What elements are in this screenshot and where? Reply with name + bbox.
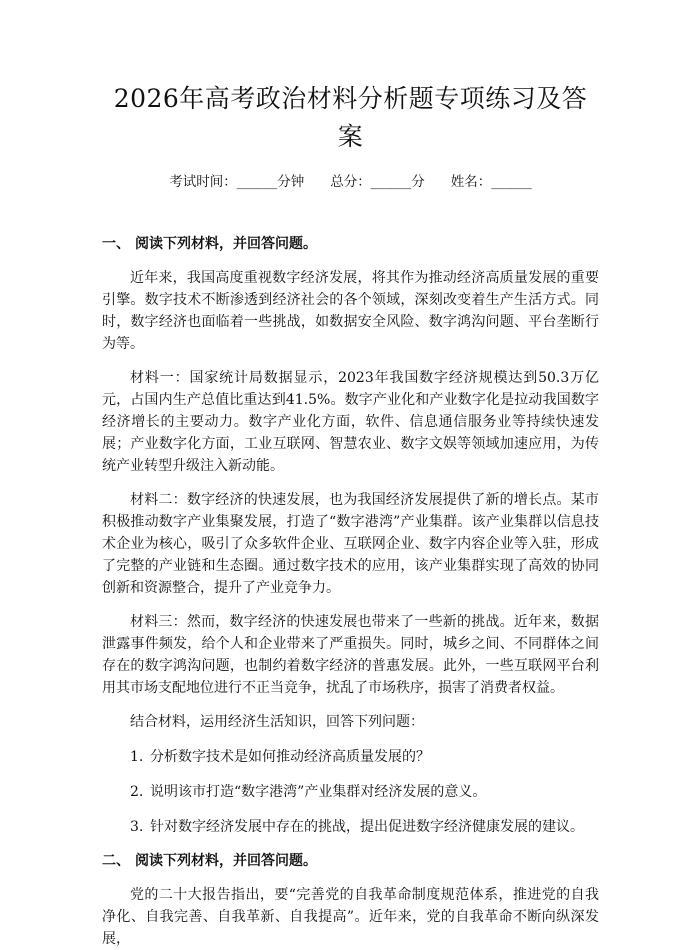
- material-2-paragraph: 材料二：数字经济的快速发展，也为我国经济发展提供了新的增长点。某市积极推动数字产业集聚发展，打造了“数字港湾”产业集群。该产业集群以信息技术企业为核心，吸引了众多软件企业、互联网企业、数字内容企业等入驻，形成了完整的产业链和生态圈。通过数字技术的应用，该产业集群实现了高效的协同创新和资源整合，提升了产业竞争力。: [102, 492, 599, 596]
- section-2-title: 阅读下列材料，并回答问题。: [135, 853, 317, 869]
- section-2-number: 二、: [102, 853, 130, 869]
- intro-paragraph: 近年来，我国高度重视数字经济发展，将其作为推动经济高质量发展的重要引擎。数字技术不断渗透到经济社会的各个领域，深刻改变着生产生活方式。同时，数字经济也面临着一些挑战，如数据安全风险、数字鸿沟问题、平台垄断行为等。: [102, 270, 599, 352]
- question-item: [102, 746, 599, 768]
- section-2-paragraph: 党的二十大报告指出，要“完善党的自我革命制度规范体系，推进党的自我净化、自我完善、自我革新、自我提高”。近年来，党的自我革命不断向纵深发展，: [102, 887, 599, 947]
- section-1-number: 一、: [102, 236, 130, 252]
- material-3-paragraph: 材料三：然而，数字经济的快速发展也带来了一些新的挑战。近年来，数据泄露事件频发，给个人和企业带来了严重损失。同时，城乡之间、不同群体之间存在的数字鸿沟问题，也制约着数字经济的普惠发展。此外，一些互联网平台利用其市场支配地位进行不正当竞争，扰乱了市场秩序，损害了消费者权益。: [102, 614, 599, 696]
- question-text: 分析数字技术是如何推动经济高质量发展的？: [150, 749, 430, 765]
- section-2-heading: [102, 850, 599, 872]
- exam-info-line: [102, 172, 599, 192]
- question-number: 1.: [130, 749, 144, 765]
- section-1-title: 阅读下列材料，并回答问题。: [135, 236, 317, 252]
- exam-time-label: 考试时间：______分钟: [169, 174, 305, 190]
- question-number: 3.: [130, 819, 144, 835]
- material-1-paragraph: 材料一：国家统计局数据显示，2023年我国数字经济规模达到50.3万亿元，占国内生产总值比重达到41.5%。数字产业化和产业数字化是拉动我国数字经济增长的主要动力。数字产业化方面，软件、信息通信服务业等持续快速发展；产业数字化方面，工业互联网、智慧农业、数字文娱等领域加速应用，为传统产业转型升级注入新动能。: [102, 370, 599, 474]
- question-text: 说明该市打造“数字港湾”产业集群对经济发展的意义。: [150, 784, 487, 800]
- question-item: [102, 816, 599, 838]
- section-1-heading: [102, 233, 599, 255]
- question-prompt: 结合材料，运用经济生活知识，回答下列问题：: [130, 714, 424, 730]
- question-item: [102, 781, 599, 803]
- student-name-label: 姓名：______: [450, 174, 532, 190]
- question-text: 针对数字经济发展中存在的挑战，提出促进数字经济健康发展的建议。: [150, 819, 584, 835]
- question-number: 2.: [130, 784, 144, 800]
- page-title: 2026年高考政治材料分析题专项练习及答案: [113, 84, 588, 151]
- total-score-label: 总分：______分: [330, 174, 425, 190]
